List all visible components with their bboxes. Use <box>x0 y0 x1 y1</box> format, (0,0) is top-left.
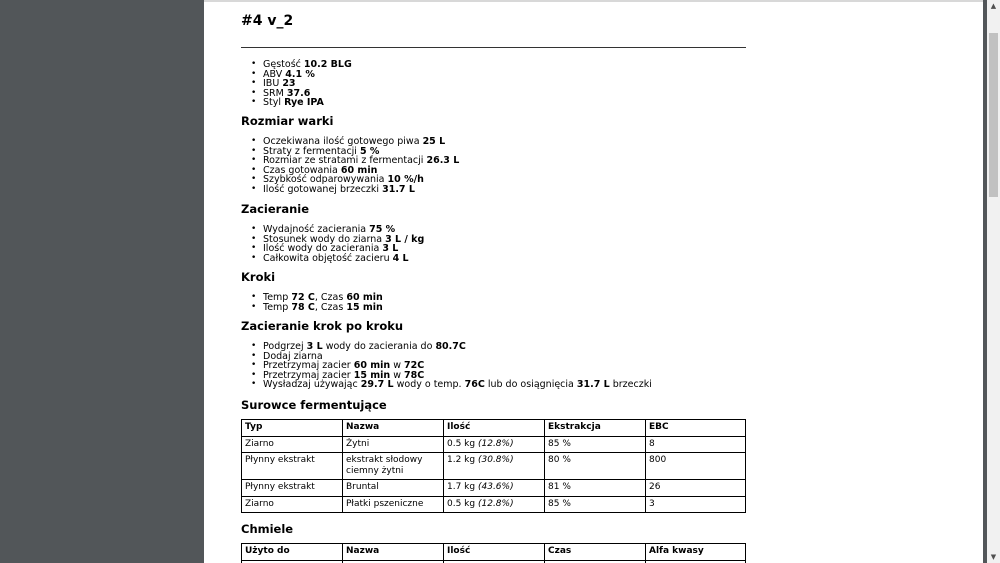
ebc-cell: 3 <box>646 496 746 513</box>
mashing-heading: Zacieranie <box>241 202 310 216</box>
steps-section <box>241 271 746 312</box>
table-header-row <box>242 420 746 437</box>
kettle-section <box>241 115 746 195</box>
recipe-title: #4 v_2 <box>241 13 294 29</box>
kettle-item: • Ilość gotowanej brzeczki 31.7 L <box>263 185 746 195</box>
scroll-down-arrow-icon[interactable]: ▼ <box>990 553 997 561</box>
fermentables-section <box>241 399 746 513</box>
fermentables-table <box>241 419 746 513</box>
kettle-list <box>241 137 746 195</box>
name-cell: Płatki pszeniczne <box>343 496 444 513</box>
ebc-cell: 8 <box>646 436 746 453</box>
step-by-step-heading: Zacieranie krok po kroku <box>241 319 404 333</box>
mashing-item: • Całkowita objętość zacieru 4 L <box>263 254 746 264</box>
column-header: EBC <box>646 420 746 437</box>
summary-list <box>241 60 746 108</box>
name-cell: Bruntal <box>343 480 444 497</box>
page-top-edge <box>204 0 983 2</box>
summary-item: • Gęstość 10.2 BLG <box>263 60 746 70</box>
scrollbar-thumb[interactable] <box>989 33 998 197</box>
steps-list <box>241 293 746 312</box>
instruction-item: • Przetrzymaj zacier 15 min w 78C <box>263 371 746 381</box>
column-header: Typ <box>242 420 343 437</box>
instruction-item: • Podgrzej 3 L wody do zacierania do 80.7C <box>263 342 746 352</box>
extract-cell: 80 % <box>545 453 646 480</box>
type-cell: Ziarno <box>242 496 343 513</box>
fermentables-heading: Surowce fermentujące <box>241 398 387 412</box>
mashing-item: • Stosunek wody do ziarna 3 L / kg <box>263 235 746 245</box>
hops-heading: Chmiele <box>241 522 294 536</box>
title-divider <box>241 47 746 48</box>
type-cell: Ziarno <box>242 436 343 453</box>
step-by-step-list <box>241 342 746 390</box>
summary-item: • Styl Rye IPA <box>263 98 746 108</box>
extract-cell: 81 % <box>545 480 646 497</box>
ebc-cell: 800 <box>646 453 746 480</box>
column-header: Ilość <box>444 420 545 437</box>
mashing-item: • Ilość wody do zacierania 3 L <box>263 244 746 254</box>
column-header: Nazwa <box>343 544 444 561</box>
type-cell: Płynny ekstrakt <box>242 480 343 497</box>
column-header: Ilość <box>444 544 545 561</box>
step-item: • Temp 72 C, Czas 60 min <box>263 293 746 303</box>
table-row <box>242 496 746 513</box>
mashing-item: • Wydajność zacierania 75 % <box>263 225 746 235</box>
column-header: Alfa kwasy <box>646 544 746 561</box>
kettle-heading: Rozmiar warki <box>241 114 334 128</box>
table-row <box>242 436 746 453</box>
name-cell: Żytni <box>343 436 444 453</box>
summary-item: • ABV 4.1 % <box>263 70 746 80</box>
amount-cell: 1.7 kg (43.6%) <box>444 480 545 497</box>
hops-section <box>241 523 746 563</box>
ebc-cell: 26 <box>646 480 746 497</box>
column-header: Użyto do <box>242 544 343 561</box>
hops-table <box>241 543 746 563</box>
summary-section <box>241 60 746 108</box>
vertical-scrollbar[interactable] <box>987 0 1000 563</box>
amount-cell: 0.5 kg (12.8%) <box>444 436 545 453</box>
step-by-step-section <box>241 320 746 390</box>
scroll-up-arrow-icon[interactable]: ▲ <box>990 2 997 10</box>
document-page <box>204 0 983 563</box>
kettle-item: • Rozmiar ze stratami z fermentacji 26.3 L <box>263 156 746 166</box>
column-header: Czas <box>545 544 646 561</box>
extract-cell: 85 % <box>545 436 646 453</box>
amount-cell: 0.5 kg (12.8%) <box>444 496 545 513</box>
table-row <box>242 453 746 480</box>
instruction-item: • Przetrzymaj zacier 60 min w 72C <box>263 361 746 371</box>
name-cell: ekstrakt słodowy ciemny żytni <box>343 453 444 480</box>
mashing-list <box>241 225 746 263</box>
kettle-item: • Oczekiwana ilość gotowego piwa 25 L <box>263 137 746 147</box>
table-header-row <box>242 544 746 561</box>
table-row <box>242 480 746 497</box>
column-header: Ekstrakcja <box>545 420 646 437</box>
summary-item: • SRM 37.6 <box>263 89 746 99</box>
kettle-item: • Straty z fermentacji 5 % <box>263 147 746 157</box>
steps-heading: Kroki <box>241 270 276 284</box>
step-item: • Temp 78 C, Czas 15 min <box>263 303 746 313</box>
extract-cell: 85 % <box>545 496 646 513</box>
column-header: Nazwa <box>343 420 444 437</box>
amount-cell: 1.2 kg (30.8%) <box>444 453 545 480</box>
instruction-item: • Dodaj ziarna <box>263 352 746 362</box>
kettle-item: • Szybkość odparowywania 10 %/h <box>263 175 746 185</box>
type-cell: Płynny ekstrakt <box>242 453 343 480</box>
mashing-section <box>241 203 746 263</box>
instruction-item: • Wysładzaj używając 29.7 L wody o temp. 76C lub do osiągnięcia 31.7 L brzeczki <box>263 380 746 390</box>
kettle-item: • Czas gotowania 60 min <box>263 166 746 176</box>
summary-item: • IBU 23 <box>263 79 746 89</box>
